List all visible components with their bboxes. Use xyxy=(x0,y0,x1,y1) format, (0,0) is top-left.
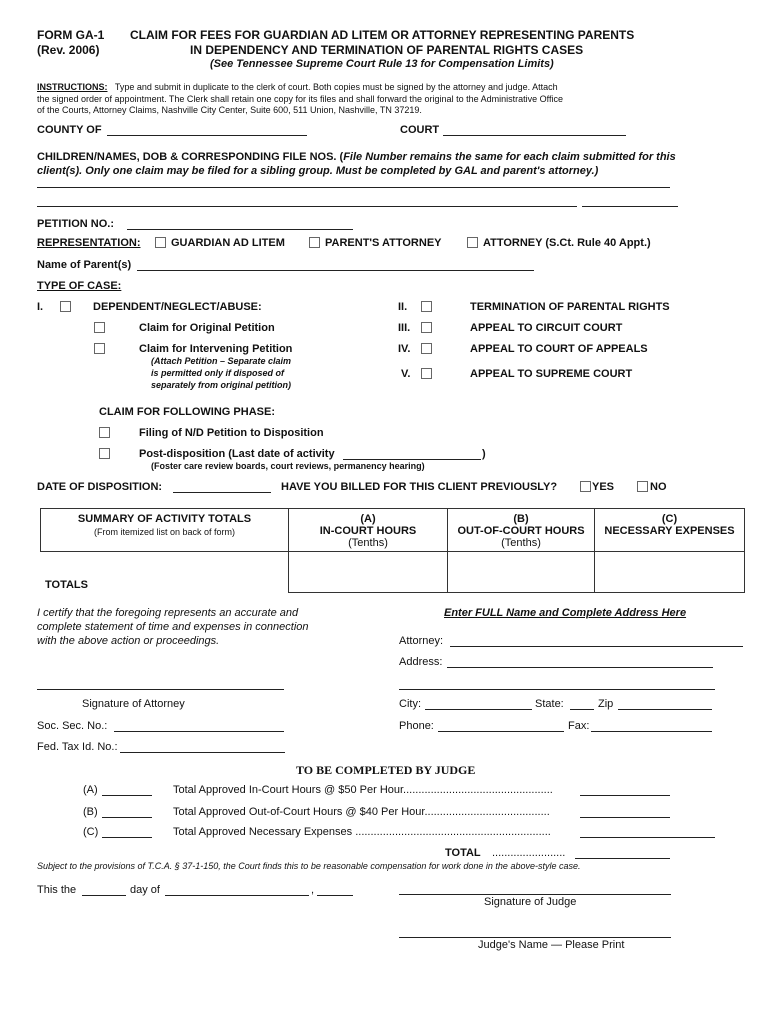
judge-c-amount-field[interactable] xyxy=(580,826,715,838)
last-activity-date-field[interactable] xyxy=(343,448,481,460)
phone-label: Phone: xyxy=(399,720,434,732)
col-a-letter: (A) xyxy=(360,513,376,525)
parents-label: Name of Parent(s) xyxy=(37,259,132,271)
month-field[interactable] xyxy=(165,884,309,896)
judge-total-field[interactable] xyxy=(575,847,670,859)
summary-title-cell xyxy=(41,509,289,552)
judge-b-text: Total Approved Out-of-Court Hours @ $40 Per Hour......................................... xyxy=(173,806,550,818)
filing-to-disposition-checkbox[interactable] xyxy=(99,427,110,438)
instructions-line1 xyxy=(37,82,558,92)
supreme-court-checkbox[interactable] xyxy=(421,368,432,379)
certify-line2: complete statement of time and expenses in connection xyxy=(37,621,309,633)
judge-c-expense-field[interactable] xyxy=(102,826,152,838)
summary-title: SUMMARY OF ACTIVITY TOTALS xyxy=(77,513,252,525)
total-c-cell[interactable] xyxy=(595,552,745,593)
parents-attorney-checkbox[interactable] xyxy=(309,237,320,248)
this-the-label: This the xyxy=(37,884,77,896)
court-field[interactable] xyxy=(443,124,626,136)
col-b-letter: (B) xyxy=(513,513,529,525)
col-b-header xyxy=(448,509,595,552)
total-b-cell[interactable] xyxy=(448,552,595,593)
judge-b-amount-field[interactable] xyxy=(580,806,670,818)
intervening-note1: (Attach Petition – Separate claim xyxy=(151,356,292,366)
fax-label: Fax: xyxy=(568,720,590,732)
total-a-cell[interactable] xyxy=(289,552,448,593)
case-type-v-num: V. xyxy=(401,368,411,380)
supreme-court-label: APPEAL TO SUPREME COURT xyxy=(470,368,633,380)
activity-summary-table xyxy=(40,508,745,593)
phone-field[interactable] xyxy=(438,720,564,732)
post-disposition-note: (Foster care review boards, court reviews, permanency hearing) xyxy=(151,461,425,471)
day-number-field[interactable] xyxy=(82,884,126,896)
intervening-petition-checkbox[interactable] xyxy=(94,343,105,354)
ssn-field[interactable] xyxy=(114,720,284,732)
children-entry-line1[interactable] xyxy=(37,187,670,188)
court-label: COURT xyxy=(400,124,440,136)
rule40-attorney-label: ATTORNEY (S.Ct. Rule 40 Appt.) xyxy=(483,237,651,249)
tax-id-field[interactable] xyxy=(120,741,285,753)
billed-previously-label: HAVE YOU BILLED FOR THIS CLIENT PREVIOUSLY? xyxy=(281,481,558,493)
form-id: FORM GA-1 xyxy=(37,28,105,42)
day-of-label: day of xyxy=(130,884,160,896)
billed-no-label: NO xyxy=(650,481,667,493)
original-petition-label: Claim for Original Petition xyxy=(139,322,275,334)
address-heading: Enter FULL Name and Complete Address Here xyxy=(444,607,687,619)
date-comma: , xyxy=(311,884,315,896)
judge-a-hours-field[interactable] xyxy=(102,784,152,796)
children-entry-line2b[interactable] xyxy=(582,206,678,207)
city-field[interactable] xyxy=(425,698,532,710)
intervening-note2: is permitted only if disposed of xyxy=(151,368,285,378)
children-entry-line2[interactable] xyxy=(37,206,577,207)
phase-label: CLAIM FOR FOLLOWING PHASE: xyxy=(99,406,275,418)
dependent-neglect-label: DEPENDENT/NEGLECT/ABUSE: xyxy=(93,301,262,313)
billed-yes-checkbox[interactable] xyxy=(580,481,591,492)
judge-total-label: TOTAL xyxy=(445,847,481,859)
county-label: COUNTY OF xyxy=(37,124,102,136)
original-petition-checkbox[interactable] xyxy=(94,322,105,333)
form-subtitle: (See Tennessee Supreme Court Rule 13 for Compensation Limits) xyxy=(210,58,554,70)
ssn-label: Soc. Sec. No.: xyxy=(37,720,108,732)
judge-b-hours-field[interactable] xyxy=(102,806,152,818)
summary-header-row xyxy=(41,509,745,552)
children-note1: File Number remains the same for each claim submitted for this xyxy=(343,151,676,163)
intervening-petition-label: Claim for Intervening Petition xyxy=(139,343,293,355)
judge-total-dots: ........................ xyxy=(492,847,566,859)
disposition-label: DATE OF DISPOSITION: xyxy=(37,481,163,493)
zip-label: Zip xyxy=(598,698,614,710)
parents-attorney-label: PARENT'S ATTORNEY xyxy=(325,237,442,249)
filing-to-disposition-label: Filing of N/D Petition to Disposition xyxy=(139,427,324,439)
judge-b-label: (B) xyxy=(83,806,98,818)
certify-line3: with the above action or proceedings. xyxy=(37,635,220,647)
instructions-line3: of the Courts, Attorney Claims, Nashville City Center, Suite 600, 511 Union, Nashville, TN 37219. xyxy=(37,105,422,115)
form-revision: (Rev. 2006) xyxy=(37,43,100,57)
post-disposition-label: Post-disposition (Last date of activity xyxy=(139,448,335,460)
instructions-text1: Type and submit in duplicate to the clerk of court. Both copies must be signed by the attorney and judge. Attach xyxy=(114,82,558,92)
gal-checkbox[interactable] xyxy=(155,237,166,248)
col-c-header xyxy=(595,509,745,552)
certify-line1: I certify that the foregoing represents an accurate and xyxy=(37,607,299,619)
case-type-iv-num: IV. xyxy=(398,343,411,355)
tax-id-label: Fed. Tax Id. No.: xyxy=(37,741,118,753)
case-type-ii-num: II. xyxy=(398,301,408,313)
col-b-label: OUT-OF-COURT HOURS xyxy=(457,525,585,537)
judge-signature-label: Signature of Judge xyxy=(484,896,577,908)
rule40-attorney-checkbox[interactable] xyxy=(467,237,478,248)
form-title-line2: IN DEPENDENCY AND TERMINATION OF PARENTAL RIGHTS CASES xyxy=(190,43,584,57)
judge-c-text: Total Approved Necessary Expenses ................................................................ xyxy=(173,826,551,838)
petition-field[interactable] xyxy=(127,218,353,230)
petition-label: PETITION NO.: xyxy=(37,218,114,230)
case-type-label: TYPE OF CASE: xyxy=(37,280,122,292)
termination-checkbox[interactable] xyxy=(421,301,432,312)
judge-a-amount-field[interactable] xyxy=(580,784,670,796)
address-field-line2[interactable] xyxy=(399,689,715,690)
judge-c-label: (C) xyxy=(83,826,99,838)
judge-a-label: (A) xyxy=(83,784,98,796)
col-c-label: NECESSARY EXPENSES xyxy=(604,525,735,537)
attorney-signature-label: Signature of Attorney xyxy=(82,698,185,710)
address-label: Address: xyxy=(399,656,443,668)
form-title-line1: CLAIM FOR FEES FOR GUARDIAN AD LITEM OR ATTORNEY REPRESENTING PARENTS xyxy=(130,28,635,42)
judge-a-text: Total Approved In-Court Hours @ $50 Per Hour................................................. xyxy=(173,784,553,796)
appeals-court-label: APPEAL TO COURT OF APPEALS xyxy=(470,343,648,355)
billed-yes-label: YES xyxy=(592,481,615,493)
col-a-header xyxy=(289,509,448,552)
post-disposition-checkbox[interactable] xyxy=(99,448,110,459)
col-b-unit: (Tenths) xyxy=(501,537,541,549)
appeals-court-checkbox[interactable] xyxy=(421,343,432,354)
dependent-neglect-checkbox[interactable] xyxy=(60,301,71,312)
fax-field[interactable] xyxy=(591,720,712,732)
judge-heading: TO BE COMPLETED BY JUDGE xyxy=(296,763,476,777)
circuit-appeal-checkbox[interactable] xyxy=(421,322,432,333)
state-field[interactable] xyxy=(570,698,594,710)
termination-label: TERMINATION OF PARENTAL RIGHTS xyxy=(470,301,670,313)
circuit-appeal-label: APPEAL TO CIRCUIT COURT xyxy=(470,322,623,334)
children-note2: client(s). Only one claim may be filed for a sibling group. Must be completed by GAL and parent's attorney.) xyxy=(37,165,599,177)
judge-signature-line[interactable] xyxy=(399,894,671,895)
case-type-i-num: I. xyxy=(37,301,44,313)
attorney-name-label: Attorney: xyxy=(399,635,444,647)
attorney-name-field[interactable] xyxy=(450,635,743,647)
billed-no-checkbox[interactable] xyxy=(637,481,648,492)
gal-option-label: GUARDIAN AD LITEM xyxy=(171,237,285,249)
address-field[interactable] xyxy=(447,656,713,668)
state-label: State: xyxy=(535,698,564,710)
judge-name-label: Judge's Name — Please Print xyxy=(478,939,625,951)
case-type-iii-num: III. xyxy=(398,322,411,334)
totals-label: TOTALS xyxy=(45,579,88,591)
year-field[interactable] xyxy=(317,884,353,896)
attorney-signature-line[interactable] xyxy=(37,689,284,690)
disposition-date-field[interactable] xyxy=(173,481,271,493)
intervening-note3: separately from original petition) xyxy=(151,380,292,390)
summary-subtitle: (From itemized list on back of form) xyxy=(93,527,236,537)
county-field[interactable] xyxy=(107,124,307,136)
judge-name-line[interactable] xyxy=(399,937,671,938)
zip-field[interactable] xyxy=(618,698,712,710)
col-a-unit: (Tenths) xyxy=(348,537,388,549)
judge-subject-text: Subject to the provisions of T.C.A. § 37-1-150, the Court finds this to be reasonable compensation for work done in the above-style case. xyxy=(37,861,581,871)
instructions-label: INSTRUCTIONS: xyxy=(37,82,108,92)
col-c-letter: (C) xyxy=(661,513,678,525)
instructions-line2: the signed order of appointment. The Clerk shall retain one copy for its files and shall forward the original to the Administrative Office xyxy=(37,94,563,104)
summary-totals-row xyxy=(41,552,745,593)
city-label: City: xyxy=(399,698,421,710)
representation-label: REPRESENTATION: xyxy=(37,237,141,249)
children-line1 xyxy=(37,151,676,163)
post-disposition-close: ) xyxy=(482,448,486,460)
children-label: CHILDREN/NAMES, DOB & CORRESPONDING FILE NOS. ( xyxy=(37,151,344,163)
parents-field[interactable] xyxy=(137,259,534,271)
col-a-label: IN-COURT HOURS xyxy=(319,525,417,537)
